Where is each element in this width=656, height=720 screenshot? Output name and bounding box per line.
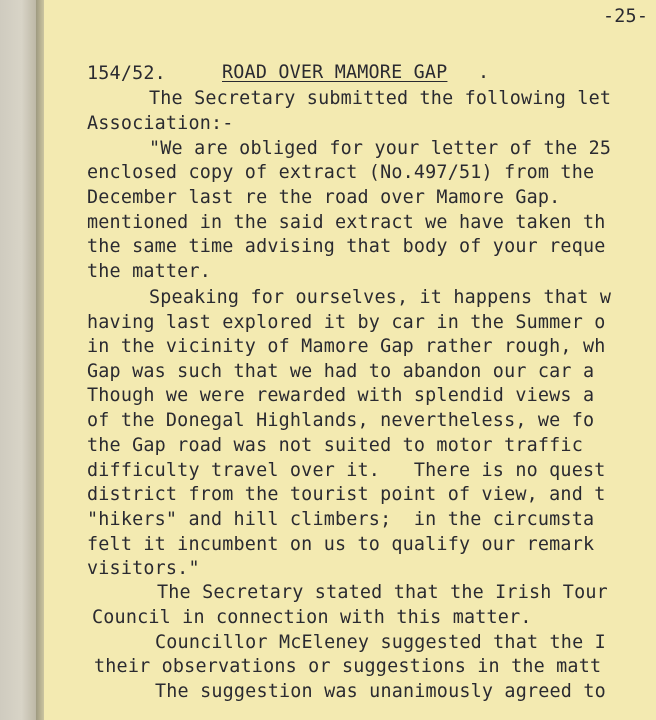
text-line: The Secretary submitted the following let — [149, 88, 612, 109]
heading-punctuation: . — [478, 62, 490, 83]
text-line: visitors." — [87, 558, 200, 579]
text-line: their observations or suggestions in the matt — [94, 656, 602, 677]
text-line: difficulty travel over it. There is no quest — [87, 460, 606, 481]
text-line: the matter. — [87, 261, 211, 282]
text-line: "hikers" and hill climbers; in the circumsta — [87, 509, 595, 530]
text-line: Gap was such that we had to abandon our car a — [87, 361, 595, 382]
text-line: Association:- — [87, 113, 234, 134]
text-line: the Gap road was not suited to motor traffic — [87, 435, 583, 456]
book-binding — [0, 0, 36, 720]
text-line: Speaking for ourselves, it happens that w — [149, 287, 612, 308]
text-line: having last explored it by car in the Summer o — [87, 312, 606, 333]
text-line: felt it incumbent on us to qualify our remark — [87, 534, 595, 555]
text-line: "We are obliged for your letter of the 25 — [149, 138, 612, 159]
text-line: December last re the road over Mamore Gap. — [87, 187, 561, 208]
text-line: enclosed copy of extract (No.497/51) from the — [87, 162, 595, 183]
text-line: of the Donegal Highlands, nevertheless, we fo — [87, 410, 595, 431]
text-line: in the vicinity of Mamore Gap rather rough, wh — [87, 336, 606, 357]
text-line: district from the tourist point of view, and t — [87, 484, 606, 505]
text-line: mentioned in the said extract we have taken th — [87, 212, 606, 233]
minute-reference: 154/52. — [87, 63, 166, 84]
text-line: The Secretary stated that the Irish Tour — [157, 582, 608, 603]
page-number: -25- — [603, 6, 649, 27]
text-line: the same time advising that body of your reque — [87, 236, 606, 257]
text-line: Though we were rewarded with splendid views a — [87, 385, 595, 406]
text-line: The suggestion was unanimously agreed to — [155, 681, 606, 702]
text-line: Council in connection with this matter. — [92, 607, 532, 628]
text-line: Councillor McEleney suggested that the I — [155, 632, 606, 653]
minute-heading: ROAD OVER MAMORE GAP — [222, 62, 448, 83]
document-page — [44, 0, 656, 720]
